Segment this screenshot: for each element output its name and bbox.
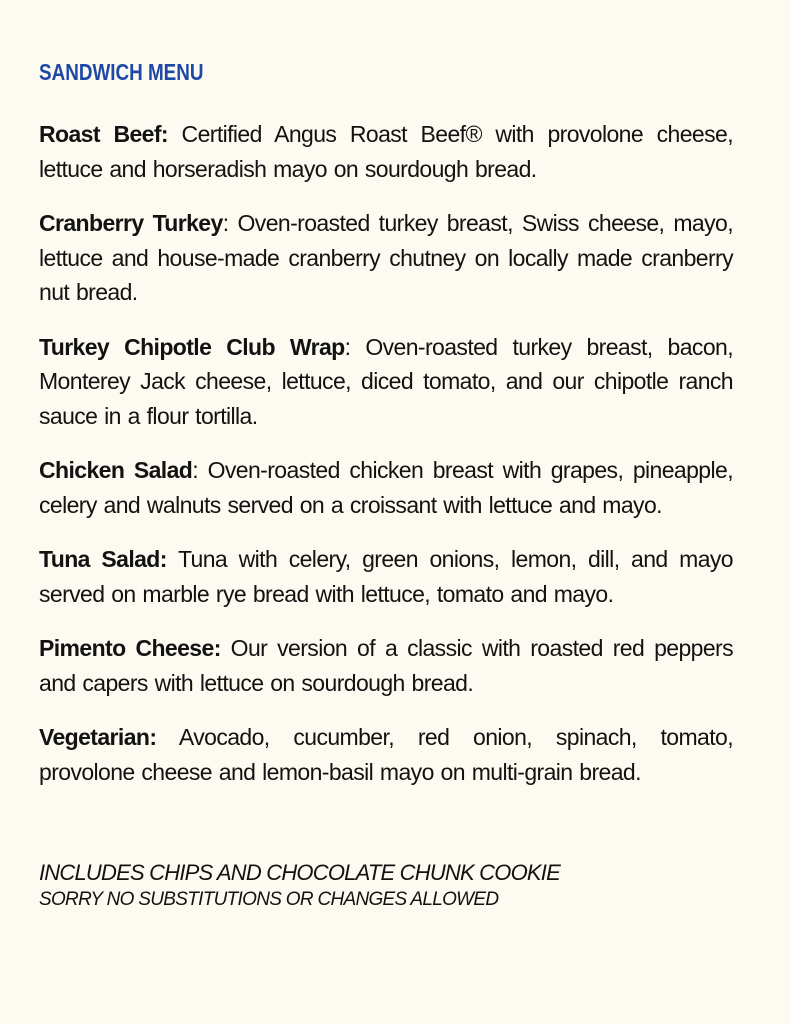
menu-item-roast-beef	[39, 117, 733, 186]
menu-footer	[39, 859, 733, 913]
includes-note: INCLUDES CHIPS AND CHOCOLATE CHUNK COOKIE	[39, 860, 560, 885]
menu-items	[39, 117, 733, 809]
menu-item-turkey-chipotle-club-wrap	[39, 330, 733, 434]
menu-item-chicken-salad	[39, 453, 733, 522]
item-name: Tuna Salad:	[39, 546, 167, 572]
item-name: Vegetarian:	[39, 724, 157, 750]
item-name: Pimento Cheese:	[39, 635, 221, 661]
menu-item-cranberry-turkey	[39, 206, 733, 310]
item-name: Turkey Chipotle Club Wrap	[39, 333, 345, 360]
item-description: : Oven-roasted chicken breast with grapes, pineapple, celery and walnuts served on a croissant with lettuce and mayo.	[39, 457, 733, 518]
item-name: Roast Beef:	[39, 121, 168, 147]
menu-item-tuna-salad	[39, 542, 733, 611]
item-name: Chicken Salad	[39, 457, 193, 483]
item-description: Our version of a classic with roasted red peppers and capers with lettuce on sourdough bread.	[39, 635, 733, 696]
item-description: : Oven-roasted turkey breast, Swiss cheese, mayo, lettuce and house-made cranberry chutney on locally made cranberry nut bread.	[39, 210, 733, 305]
menu-item-pimento-cheese	[39, 631, 733, 700]
item-description: Avocado, cucumber, red onion, spinach, tomato, provolone cheese and lemon-basil mayo on multi-grain bread.	[39, 724, 733, 785]
no-substitutions-note: SORRY NO SUBSTITUTIONS OR CHANGES ALLOWED	[39, 889, 499, 910]
item-description: : Oven-roasted turkey breast, bacon, Monterey Jack cheese, lettuce, diced tomato, and our chipotle ranch sauce in a flour tortilla.	[39, 333, 734, 429]
menu-title: SANDWICH MENU	[39, 59, 204, 85]
item-description: Certified Angus Roast Beef® with provolone cheese, lettuce and horseradish mayo on sourdough bread.	[39, 121, 733, 182]
menu-item-vegetarian	[39, 720, 733, 789]
item-description: Tuna with celery, green onions, lemon, dill, and mayo served on marble rye bread with lettuce, tomato and mayo.	[39, 546, 734, 607]
item-name: Cranberry Turkey	[39, 210, 223, 236]
